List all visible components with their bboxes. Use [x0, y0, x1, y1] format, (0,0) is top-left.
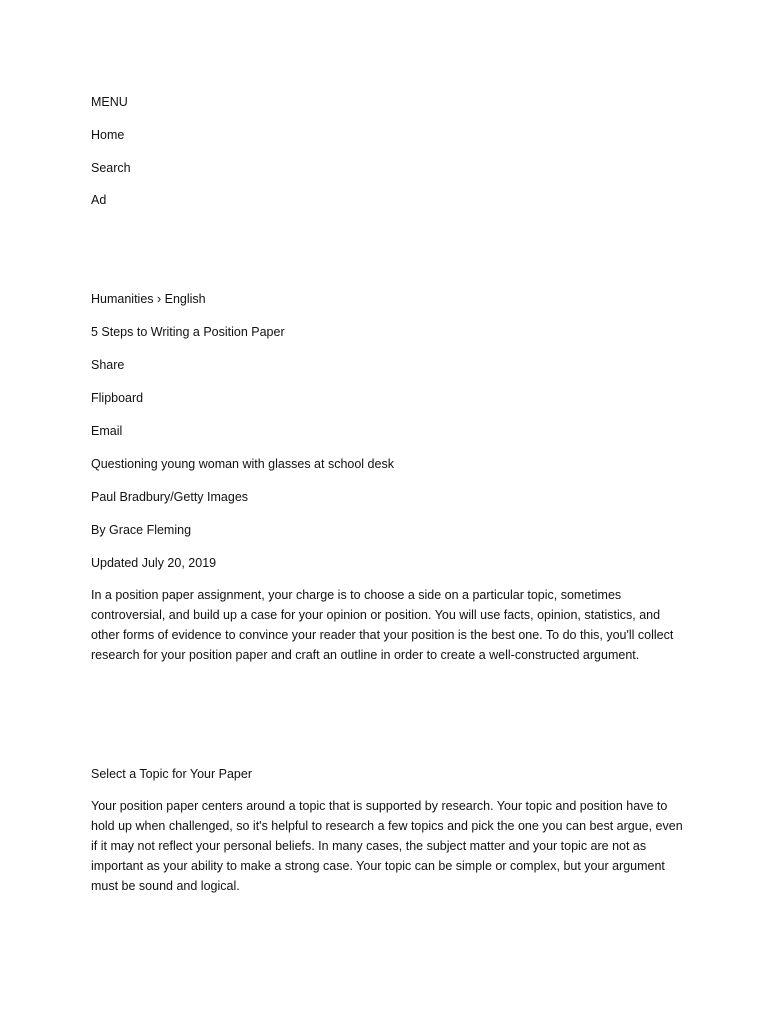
section-heading: Select a Topic for Your Paper [91, 767, 252, 781]
email-share-button[interactable]: Email [91, 424, 123, 438]
flipboard-share-button[interactable]: Flipboard [91, 391, 144, 405]
menu-button[interactable]: MENU [91, 95, 128, 109]
updated-date: Updated July 20, 2019 [91, 556, 217, 570]
section-paragraph: Your position paper centers around a topic that is supported by research. Your topic and position have to hold up when challenged, so it's helpful to research a few topics and pick the one you can best argue, even if it may not reflect your personal beliefs. In many cases, the subject matter and your topic are not as important as your ability to make a strong case. Your topic can be simple or complex, but your argument must be sound and logical. [91, 799, 683, 893]
author-byline[interactable]: By Grace Fleming [91, 523, 192, 537]
share-button[interactable]: Share [91, 358, 125, 372]
breadcrumb[interactable]: Humanities › English [91, 292, 206, 306]
home-link[interactable]: Home [91, 128, 125, 142]
search-link[interactable]: Search [91, 161, 131, 175]
intro-paragraph: In a position paper assignment, your charge is to choose a side on a particular topic, sometimes controversial, and build up a case for your opinion or position. You will use facts, opinion, statistics, and other forms of evidence to convince your reader that your position is the best one. To do this, you'll collect research for your position paper and craft an outline in order to create a well-constructed argument. [91, 588, 674, 662]
image-credit: Paul Bradbury/Getty Images [91, 490, 249, 504]
ad-label: Ad [91, 193, 107, 207]
image-caption: Questioning young woman with glasses at school desk [91, 457, 394, 471]
article-title: 5 Steps to Writing a Position Paper [91, 325, 285, 339]
